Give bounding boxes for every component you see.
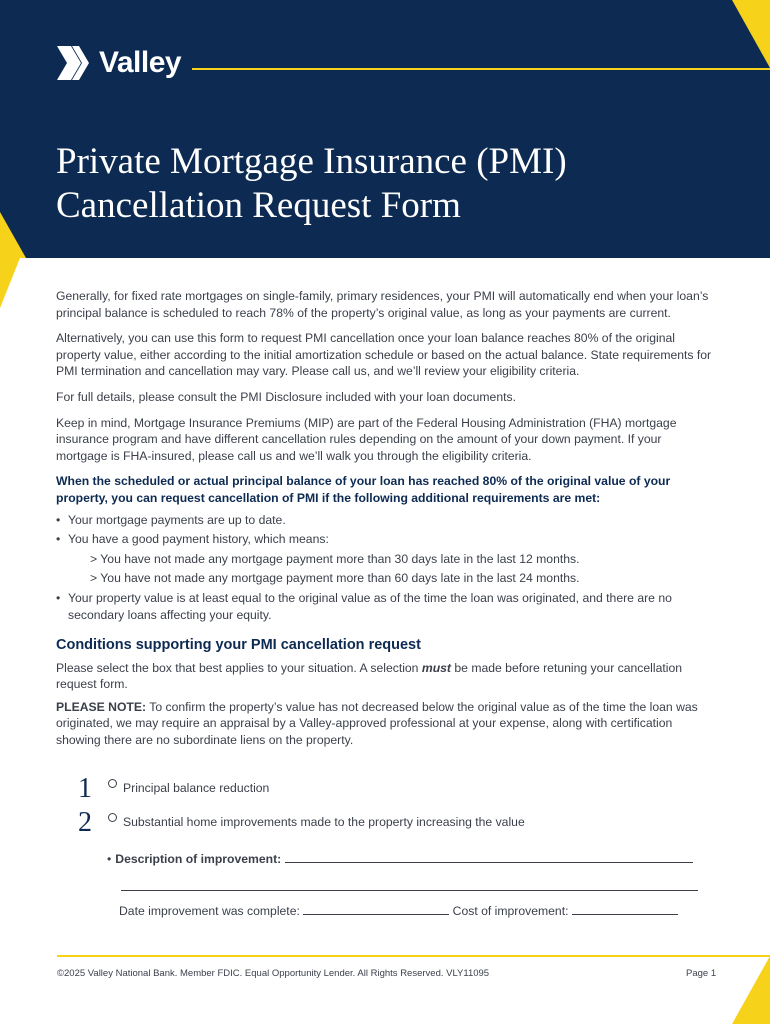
instr-text: Please select the box that best applies to your situation. A selection <box>56 660 422 675</box>
accent-triangle-bottom-right <box>732 956 770 1024</box>
option-checkbox[interactable] <box>108 813 117 822</box>
option-label: Principal balance reduction <box>123 781 270 795</box>
date-cost-row <box>107 902 698 918</box>
option-checkbox[interactable] <box>108 779 117 788</box>
instr-text: be made before retuning your cancellation request form. <box>56 660 683 692</box>
requirement-subitem: > You have not made any mortgage payment more than 60 days late in the last 24 months. <box>90 571 580 586</box>
option-number: 2 <box>78 807 92 838</box>
option-label: Substantial home improvements made to the property increasing the value <box>123 815 525 829</box>
header-rule <box>192 68 770 70</box>
valley-mark-icon <box>57 46 93 80</box>
accent-triangle-left-upper <box>0 212 26 258</box>
conditions-heading: Conditions supporting your PMI cancellation request <box>56 637 421 654</box>
intro-paragraph-4: Keep in mind, Mortgage Insurance Premiums (MIP) are part of the Federal Housing Administration (FHA) mortgage insurance program and have different cancellation rules depending on the amount of your down payment. If your mortgage is FHA-insured, please call us and we’ll walk you through the eligibility criteria. <box>56 415 677 463</box>
description-label: Description of improvement: <box>115 852 282 866</box>
requirement-item: • Your property value is at least equal to the original value as of the time the loan was originated, and there are no secondary loans affecting your equity. <box>56 590 716 623</box>
instr-must: must <box>421 660 451 675</box>
description-row: • Description of improvement: <box>107 850 698 866</box>
page-title <box>56 140 567 228</box>
header-banner <box>0 0 770 258</box>
date-label: Date improvement was complete: <box>119 904 300 918</box>
form-body <box>56 288 716 758</box>
requirement-item: • Your mortgage payments are up to date. <box>56 512 716 529</box>
accent-triangle-left-lower <box>0 258 20 308</box>
cost-label: Cost of improvement: <box>452 904 569 918</box>
accent-triangle-top-right <box>732 0 770 68</box>
requirements-heading: When the scheduled or actual principal balance of your loan has reached 80% of the original value of your property, you can request cancellation of PMI if the following additional requirements are met: <box>56 474 671 505</box>
footer-legal: ©2025 Valley National Bank. Member FDIC. Equal Opportunity Lender. All Rights Reserved. VLY11095 <box>57 968 490 979</box>
intro-paragraph-3: For full details, please consult the PMI Disclosure included with your loan documents. <box>56 389 516 404</box>
option-1[interactable] <box>78 775 269 803</box>
title-line-2: Cancellation Request Form <box>56 185 461 226</box>
improvement-details <box>107 850 698 918</box>
description-row-2 <box>107 878 698 894</box>
intro-paragraph-2: Alternatively, you can use this form to request PMI cancellation once your loan balance reaches 80% of the original property value, either according to the initial amortization schedule or based on the actual balance. State requirements for PMI termination and cancellation may vary. Please call us, and we’ll review your eligibility criteria. <box>56 331 712 379</box>
description-field-line-2[interactable] <box>121 878 698 891</box>
requirements-list <box>56 512 716 624</box>
requirement-subitem: > You have not made any mortgage payment more than 30 days late in the last 12 months. <box>90 551 580 566</box>
option-number: 1 <box>78 773 92 804</box>
intro-paragraph-1: Generally, for fixed rate mortgages on single-family, primary residences, your PMI will automatically end when your loan’s principal balance is scheduled to reach 78% of the property’s original value, as long as your payments are current. <box>56 289 709 320</box>
conditions-instructions <box>56 660 716 693</box>
logo-wordmark: Valley <box>99 46 182 79</box>
please-note <box>56 699 716 749</box>
note-label: PLEASE NOTE: <box>56 699 147 714</box>
note-text: To confirm the property’s value has not decreased below the original value as of the time the loan was originated, we may require an appraisal by a Valley-approved professional at your expense, along with certification showing there are no subordinate liens on the property. <box>56 699 698 748</box>
option-2[interactable] <box>78 809 525 837</box>
valley-logo <box>57 46 181 80</box>
page-number: Page 1 <box>686 968 717 979</box>
description-field[interactable] <box>285 850 693 863</box>
date-field[interactable] <box>303 902 449 915</box>
title-line-1: Private Mortgage Insurance (PMI) <box>56 141 567 182</box>
requirement-item <box>56 531 716 587</box>
footer-rule <box>57 955 770 957</box>
cost-field[interactable] <box>572 902 678 915</box>
requirement-text: You have a good payment history, which means: <box>68 532 329 547</box>
